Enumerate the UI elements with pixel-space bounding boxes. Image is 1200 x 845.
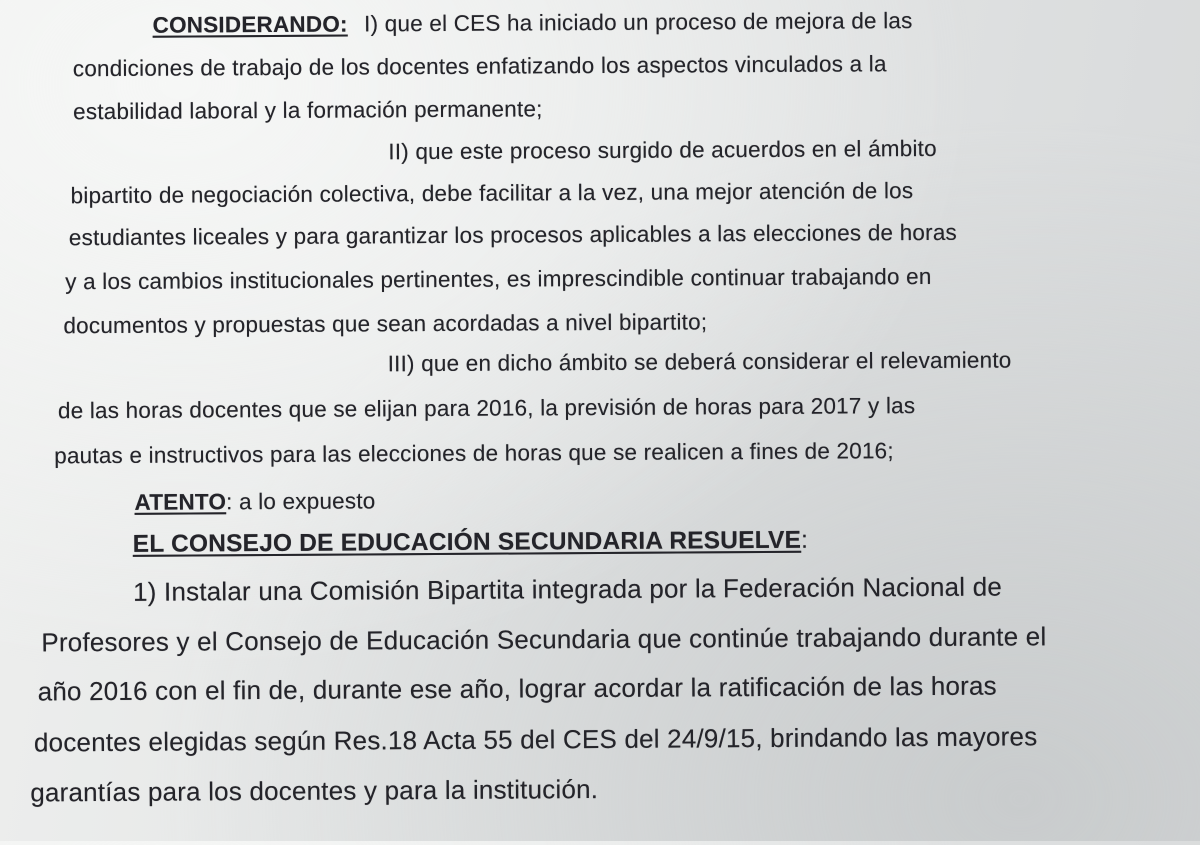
considerando-ii-line-5 xyxy=(63,309,707,339)
item1-text-2: Profesores y el Consejo de Educación Secundaria que continúe trabajando durante el xyxy=(41,621,1047,658)
considerando-ii-line-2 xyxy=(71,178,914,209)
considerando-i-text-3: estabilidad laboral y la formación permanente; xyxy=(73,96,543,125)
item1-text-1: 1) Instalar una Comisión Bipartita integrada por la Federación Nacional de xyxy=(132,571,1003,607)
considerando-iii-line-2 xyxy=(58,393,916,424)
item1-text-4: docentes elegidas según Res.18 Acta 55 del CES del 24/9/15, brindando las mayores xyxy=(33,721,1038,758)
considerando-ii-text-3: estudiantes liceales y para garantizar los procesos aplicables a las elecciones de horas xyxy=(68,219,958,251)
resuelve-heading-line xyxy=(133,527,809,559)
item1-line-4 xyxy=(34,721,1038,758)
considerando-i-line-2 xyxy=(73,50,1093,82)
considerando-iii-text-1: III) que en dicho ámbito se deberá considerar el relevamiento xyxy=(387,347,1012,377)
considerando-ii-text-2: bipartito de negociación colectiva, debe facilitar a la vez, una mejor atención de los xyxy=(70,178,914,209)
resuelve-heading: EL CONSEJO DE EDUCACIÓN SECUNDARIA RESUELVE xyxy=(132,526,802,558)
considerando-iii-text-3: pautas e instructivos para las elecciones de horas que se realicen a fines de 2016; xyxy=(54,438,894,469)
considerando-ii-text-1: II) que este proceso surgido de acuerdos en el ámbito xyxy=(388,135,937,165)
atento-line xyxy=(134,488,375,515)
considerando-iii-line-1 xyxy=(388,347,1012,377)
item1-line-2 xyxy=(41,621,1046,658)
considerando-i-line-3 xyxy=(73,96,543,125)
atento-label: ATENTO xyxy=(134,489,227,515)
considerando-line-1 xyxy=(153,7,1093,39)
resuelve-colon: : xyxy=(801,526,809,554)
item1-text-3: año 2016 con el fin de, durante ese año, lograr acordar la ratificación de las horas xyxy=(37,670,997,707)
atento-text: : a lo expuesto xyxy=(226,488,376,515)
item1-line-5 xyxy=(30,774,598,808)
item1-line-1 xyxy=(133,572,1002,608)
considerando-heading: CONSIDERANDO: xyxy=(152,11,348,38)
considerando-ii-text-4: y a los cambios institucionales pertinentes, es imprescindible continuar trabajando en xyxy=(65,263,932,295)
considerando-i-text: I) que el CES ha iniciado un proceso de mejora de las xyxy=(364,8,913,37)
considerando-iii-line-3 xyxy=(54,438,894,469)
considerando-ii-line-1 xyxy=(388,136,937,165)
considerando-iii-text-2: de las horas docentes que se elijan para 2016, la previsión de horas para 2017 y las xyxy=(57,393,916,424)
considerando-ii-text-5: documentos y propuestas que sean acordadas a nivel bipartito; xyxy=(63,309,708,339)
considerando-ii-line-3 xyxy=(69,220,957,251)
considerando-ii-line-4 xyxy=(65,264,932,295)
item1-line-3 xyxy=(38,671,997,708)
item1-text-5: garantías para los docentes y para la institución. xyxy=(30,774,599,808)
considerando-i-text-2: condiciones de trabajo de los docentes enfatizando los aspectos vinculados a la xyxy=(72,51,887,82)
